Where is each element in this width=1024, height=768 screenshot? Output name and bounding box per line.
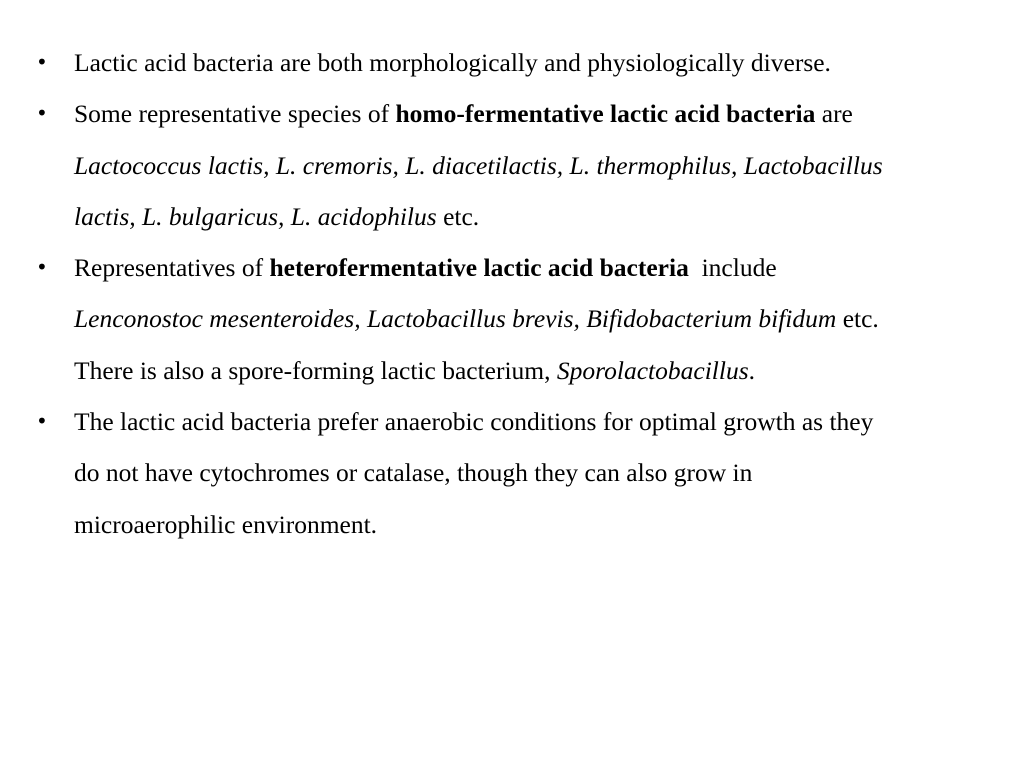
bullet-text: Some representative species of (74, 99, 396, 129)
bullet-item-anaerobic (36, 396, 996, 550)
bullet-text: Lactic acid bacteria are both morphologically and physiologically diverse. (74, 48, 831, 77)
bullet-text: etc. (836, 304, 879, 334)
bullet-item-heterofermentative (36, 242, 996, 396)
bullet-list (36, 37, 996, 550)
bullet-text: include (688, 253, 777, 283)
bullet-item-homofermentative (36, 88, 996, 242)
bullet-item-diversity (36, 37, 996, 88)
bullet-text: etc. (436, 201, 480, 231)
bullet-marker: • (36, 255, 48, 280)
bullet-line: microaerophilic environment. (74, 509, 378, 539)
bullet-text: There is also a spore-forming lactic bacterium, (74, 355, 557, 385)
bullet-marker: • (36, 101, 48, 126)
species-list: Lenconostoc mesenteroides, Lactobacillus brevis, Bifidobacterium bifidum (74, 304, 837, 334)
genus-name: Sporolactobacillus (556, 355, 749, 385)
bold-term: heterofermentative lactic acid bacteria (269, 253, 689, 283)
bullet-line (74, 191, 996, 242)
bullet-text: Representatives of (74, 253, 270, 283)
bullet-line: do not have cytochromes or catalase, though they can also grow in (74, 458, 753, 488)
species-list-line: lactis, L. bulgaricus, L. acidophilus (74, 201, 437, 231)
bullet-text: . (748, 355, 755, 385)
bullet-line (74, 345, 996, 396)
species-list-line: Lactococcus lactis, L. cremoris, L. diacetilactis, L. thermophilus, Lactobacillus (74, 150, 883, 180)
bullet-marker: • (36, 409, 48, 434)
bullet-text: are (815, 99, 853, 129)
bold-term: homo-fermentative lactic acid bacteria (395, 99, 816, 129)
bullet-line (74, 293, 996, 344)
bullet-marker: • (36, 50, 48, 74)
bullet-line (74, 88, 996, 139)
bullet-line: The lactic acid bacteria prefer anaerobic conditions for optimal growth as they (74, 407, 874, 437)
bullet-line (74, 242, 996, 293)
